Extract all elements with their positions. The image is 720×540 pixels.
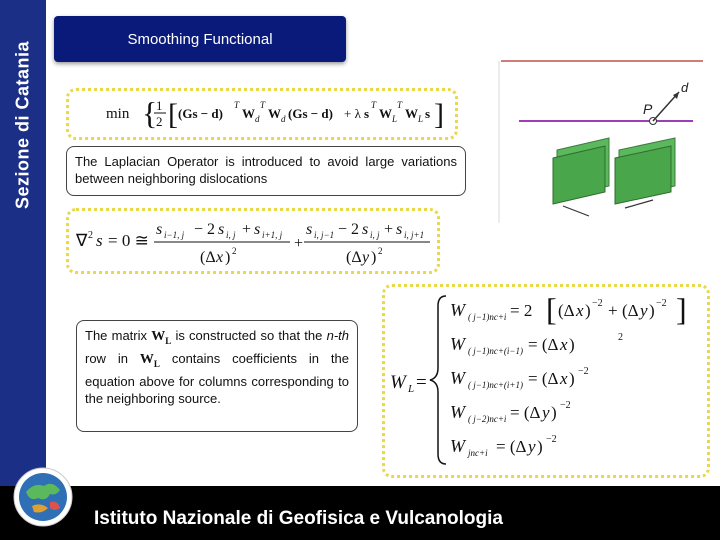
svg-text:−2: −2	[656, 298, 667, 309]
svg-text:W: W	[242, 106, 255, 121]
svg-text:+ λ: + λ	[344, 106, 361, 121]
svg-text:]: ]	[434, 98, 444, 131]
svg-text:x: x	[560, 335, 568, 354]
svg-text:d: d	[281, 114, 286, 124]
svg-text:− 2: − 2	[194, 221, 216, 238]
svg-text:i, j+1: i, j+1	[404, 230, 425, 240]
svg-text:(Δ: (Δ	[200, 249, 216, 266]
sidebar	[0, 0, 46, 486]
svg-text:): )	[225, 249, 231, 266]
svg-text:( j−1)nc+(i+1): ( j−1)nc+(i+1)	[468, 380, 523, 390]
svg-text:jnc+i: jnc+i	[468, 448, 488, 458]
svg-text:s: s	[425, 106, 431, 121]
svg-text:(Δ: (Δ	[558, 301, 575, 320]
svg-text:+: +	[608, 301, 618, 320]
svg-text:W: W	[450, 368, 465, 388]
svg-text:W: W	[268, 106, 281, 121]
svg-text:{: {	[142, 95, 158, 131]
fault-dislocation-figure	[497, 58, 707, 223]
svg-text:W: W	[450, 300, 465, 320]
svg-text:x: x	[560, 369, 568, 388]
svg-text:): )	[649, 301, 655, 320]
svg-text:+: +	[294, 235, 304, 252]
svg-text:2: 2	[232, 246, 237, 256]
svg-text:): )	[569, 369, 575, 388]
matrix-description-part2: is constructed so that the	[171, 328, 327, 343]
figure-label-p: P	[643, 101, 653, 117]
svg-text:−2: −2	[560, 400, 571, 411]
matrix-description-part3: row in	[85, 350, 140, 366]
footer-institute-name: Istituto Nazionale di Geofisica e Vulcanologia	[94, 508, 503, 529]
svg-text:s: s	[254, 221, 261, 238]
svg-text:]: ]	[676, 291, 687, 327]
laplacian-description-box	[66, 146, 466, 196]
svg-text:1: 1	[156, 98, 163, 113]
matrix-symbol-2: W	[139, 351, 154, 367]
equation-minimization	[70, 90, 452, 134]
svg-text:s: s	[218, 221, 225, 238]
svg-text:W: W	[450, 436, 465, 456]
svg-text:L: L	[392, 114, 398, 124]
svg-text:W: W	[450, 334, 465, 354]
svg-text:( j−2)nc+i: ( j−2)nc+i	[468, 414, 507, 424]
svg-text:s: s	[364, 106, 370, 121]
title-box	[54, 16, 346, 62]
svg-text:L: L	[408, 383, 415, 395]
svg-text:d: d	[255, 114, 260, 124]
svg-text:T: T	[234, 100, 240, 110]
svg-text:2: 2	[378, 246, 383, 256]
svg-text:y: y	[362, 249, 370, 266]
svg-text:s: s	[362, 221, 369, 238]
svg-text:i, j−1: i, j−1	[314, 230, 335, 240]
svg-text:∇: ∇	[76, 231, 88, 250]
svg-text:=: =	[416, 372, 427, 393]
matrix-symbol-2-sub: L	[153, 358, 160, 369]
svg-text:i−1, j: i−1, j	[164, 230, 185, 240]
svg-text:i, j: i, j	[370, 230, 380, 240]
equation-wl-definition	[386, 288, 704, 470]
svg-text:): )	[551, 403, 557, 422]
matrix-symbol-sub: L	[165, 335, 172, 346]
svg-text:W: W	[379, 106, 392, 121]
svg-text:−2: −2	[546, 434, 557, 445]
svg-text:= (Δ: = (Δ	[510, 403, 541, 422]
svg-text:−2: −2	[592, 298, 603, 309]
matrix-symbol: W	[151, 329, 166, 344]
svg-text:): )	[537, 437, 543, 456]
svg-text:( j−1)nc+(i−1): ( j−1)nc+(i−1)	[468, 346, 523, 356]
svg-text:y: y	[528, 437, 536, 456]
svg-text:= (Δ: = (Δ	[496, 437, 527, 456]
svg-text:+: +	[242, 221, 252, 238]
matrix-description-box	[76, 320, 358, 432]
matrix-description-part4: contains coefficients in the equation above for columns corresponding to the neighboring source.	[85, 350, 349, 406]
svg-text:−2: −2	[578, 366, 589, 377]
svg-text:= 0 ≅: = 0 ≅	[108, 231, 149, 250]
svg-text:y: y	[542, 403, 550, 422]
globe-logo-icon	[12, 466, 74, 528]
svg-text:i, j: i, j	[226, 230, 236, 240]
svg-text:W: W	[450, 402, 465, 422]
svg-text:s: s	[396, 221, 403, 238]
svg-text:W: W	[405, 106, 418, 121]
svg-text:= (Δ: = (Δ	[528, 335, 559, 354]
equation-laplacian	[70, 210, 434, 268]
matrix-description-nth: n-th	[326, 328, 349, 343]
svg-text:): )	[371, 249, 377, 266]
svg-text:2: 2	[618, 332, 623, 343]
svg-text:x: x	[576, 301, 584, 320]
laplacian-description: The Laplacian Operator is introduced to avoid large variations between neighboring dislocations	[75, 154, 457, 186]
svg-text:T: T	[260, 100, 266, 110]
svg-text:(Gs − d): (Gs − d)	[288, 106, 333, 121]
svg-text:T: T	[397, 100, 403, 110]
svg-text:2: 2	[156, 114, 163, 129]
svg-text:− 2: − 2	[338, 221, 360, 238]
svg-text:i+1, j: i+1, j	[262, 230, 283, 240]
svg-text:s: s	[96, 231, 103, 250]
svg-text:): )	[585, 301, 591, 320]
svg-text:(Δ: (Δ	[346, 249, 362, 266]
svg-text:= (Δ: = (Δ	[528, 369, 559, 388]
svg-text:): )	[569, 335, 575, 354]
sidebar-label: Sezione di Catania	[12, 40, 33, 210]
svg-text:L: L	[418, 114, 424, 124]
svg-text:[: [	[546, 291, 557, 327]
svg-text:(Gs − d): (Gs − d)	[178, 106, 223, 121]
svg-text:T: T	[371, 100, 377, 110]
page-title: Smoothing Functional	[127, 30, 273, 48]
svg-text:2: 2	[88, 230, 93, 241]
svg-text:s: s	[306, 221, 313, 238]
svg-text:[: [	[168, 98, 178, 131]
svg-text:x: x	[216, 249, 224, 266]
svg-text:min: min	[106, 106, 130, 122]
svg-text:s: s	[156, 221, 163, 238]
svg-text:= 2: = 2	[510, 301, 533, 320]
svg-text:+: +	[384, 221, 394, 238]
svg-text:W: W	[390, 372, 406, 393]
figure-label-d: d	[681, 80, 689, 95]
svg-text:y: y	[640, 301, 648, 320]
matrix-description-part1: The matrix	[85, 328, 152, 343]
svg-text:( j−1)nc+i: ( j−1)nc+i	[468, 312, 507, 322]
svg-text:(Δ: (Δ	[622, 301, 639, 320]
